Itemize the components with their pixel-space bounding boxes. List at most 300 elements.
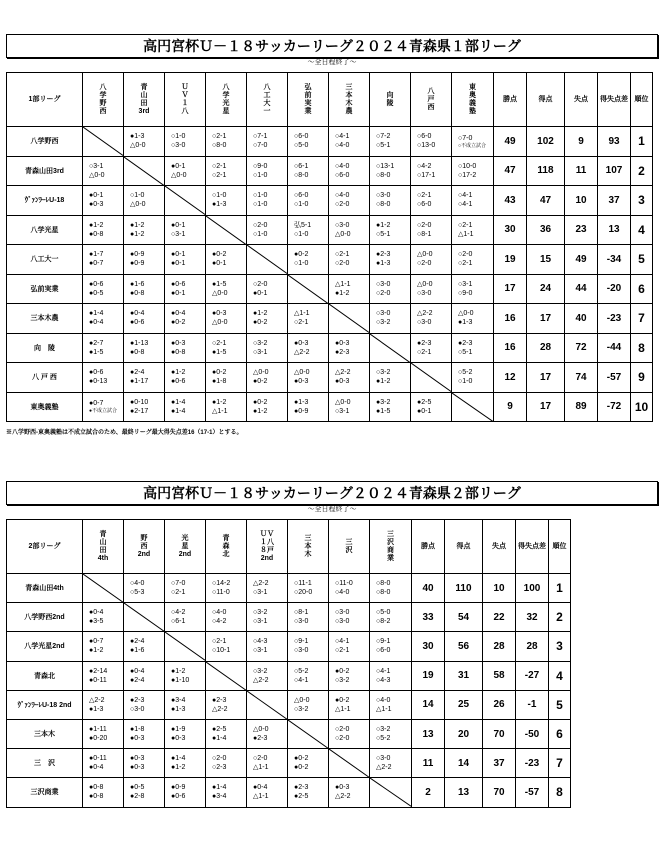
match-score: ○2-1: [417, 348, 432, 356]
match-result-cell: [247, 127, 288, 157]
table-row: [7, 632, 571, 661]
match-score: ○1-0: [294, 201, 309, 209]
goals-against: 40: [565, 304, 598, 334]
rank: 10: [631, 392, 653, 422]
match-score: ●0-8: [89, 793, 104, 801]
match-score: ○7-2: [376, 133, 391, 141]
match-score: △0-0: [458, 310, 474, 318]
match-result-cell: [452, 304, 494, 334]
match-result-cell: [83, 274, 124, 304]
match-score: ○3-0: [335, 618, 350, 626]
match-score: △1-1: [212, 407, 228, 415]
diagonal-slash: [370, 334, 410, 363]
league2-stat-header: 失点: [483, 520, 516, 574]
match-score: ○1-0: [294, 230, 309, 238]
match-result-cell: [370, 215, 411, 245]
points: 17: [494, 274, 527, 304]
match-score: ○2-3: [212, 764, 227, 772]
match-result-cell: [206, 392, 247, 422]
match-result-cell: [329, 274, 370, 304]
match-result-cell: [370, 632, 412, 661]
match-result-cell: [411, 274, 452, 304]
match-score: ○7-0: [171, 580, 186, 588]
match-score: ●0-3: [335, 378, 350, 386]
header-char: 八: [181, 107, 189, 115]
league2-stat-header: 勝点: [412, 520, 445, 574]
goal-difference: 37: [598, 186, 631, 216]
match-score: ○4-0: [130, 580, 145, 588]
goal-difference: 13: [598, 215, 631, 245]
match-score: ●0-8: [130, 348, 145, 356]
match-result-cell: [247, 186, 288, 216]
match-score: ●1-3: [212, 201, 227, 209]
match-score: ○1-0: [130, 192, 145, 200]
match-score: ●0-1: [253, 289, 268, 297]
match-result-cell: [165, 719, 206, 748]
match-result-cell: [370, 304, 411, 334]
goals-against: 70: [483, 778, 516, 807]
match-score: ○2-0: [417, 221, 432, 229]
rank: 8: [549, 778, 571, 807]
league2-subtitle: ～全日程終了～: [307, 506, 357, 513]
match-score: ○1-0: [253, 171, 268, 179]
match-score: ○6-0: [294, 192, 309, 200]
league1-header-row: [7, 73, 653, 127]
header-char: 農: [345, 107, 353, 115]
league1-col-header: [124, 73, 165, 127]
rank: 5: [549, 690, 571, 719]
match-result-cell: [247, 574, 288, 603]
table-row: [7, 749, 571, 778]
match-result-cell: [124, 690, 165, 719]
match-score: ○4-0: [376, 696, 391, 704]
league2-stat-header: 順位: [549, 520, 571, 574]
match-score: ○8-0: [376, 171, 391, 179]
match-score: ○2-0: [335, 260, 350, 268]
rank: 4: [549, 661, 571, 690]
header-char: 本: [304, 542, 312, 550]
match-result-cell: [206, 274, 247, 304]
match-result-cell: [247, 603, 288, 632]
goal-difference: -57: [516, 778, 549, 807]
rank: 7: [631, 304, 653, 334]
match-score: ○4-3: [253, 638, 268, 646]
match-score: ○3-2: [253, 609, 268, 617]
match-score: ○8-2: [376, 618, 391, 626]
points: 43: [494, 186, 527, 216]
header-char: 陵: [386, 99, 394, 107]
header-char: 森: [222, 542, 230, 550]
match-score: ●1-6: [130, 280, 145, 288]
match-result-cell: [370, 690, 412, 719]
match-score: ○4-0: [335, 192, 350, 200]
match-score: ●0-3: [130, 764, 145, 772]
match-score: ●0-9: [294, 407, 309, 415]
match-score: ●0-1: [171, 289, 186, 297]
match-score: ○3-1: [335, 407, 350, 415]
match-score: ●1-2: [212, 398, 227, 406]
match-score: ●1-8: [212, 378, 227, 386]
match-score: ○2-0: [417, 260, 432, 268]
match-score: ○7-0: [458, 134, 473, 142]
match-result-cell: [329, 632, 370, 661]
match-score: ●1-9: [171, 726, 186, 734]
diagonal-slash: [206, 216, 246, 245]
header-char: 星: [222, 107, 230, 115]
match-score: ○20-0: [294, 589, 313, 597]
match-result-cell: [165, 127, 206, 157]
match-result-cell: [370, 719, 412, 748]
match-score: ○11-0: [212, 589, 230, 597]
match-score: ●2-3: [458, 339, 473, 347]
match-score: ○2-0: [253, 280, 268, 288]
goals-for: 17: [527, 304, 565, 334]
header-char: 八: [222, 83, 230, 91]
self-match-cell: [452, 392, 494, 422]
match-score: △2-2: [335, 793, 351, 801]
match-score: ○4-0: [335, 142, 350, 150]
table-row: [7, 661, 571, 690]
points: 19: [494, 245, 527, 275]
self-match-cell: [288, 274, 329, 304]
match-result-cell: [370, 245, 411, 275]
points: 30: [412, 632, 445, 661]
match-result-cell: [288, 392, 329, 422]
match-result-cell: [206, 333, 247, 363]
match-result-cell: [288, 245, 329, 275]
header-char: 野: [99, 99, 107, 107]
match-result-cell: [165, 274, 206, 304]
match-score: ●0-7: [89, 400, 104, 408]
points: 11: [412, 749, 445, 778]
rank: 2: [631, 156, 653, 186]
match-score: ○8-0: [376, 580, 391, 588]
team-name: 三沢商業: [7, 778, 83, 807]
match-result-cell: [124, 749, 165, 778]
match-score: ○8-0: [376, 201, 391, 209]
table-row: [7, 186, 653, 216]
header-char: 学: [99, 91, 107, 99]
match-score: ○6-0: [376, 647, 391, 655]
match-result-cell: [411, 186, 452, 216]
league2-col-header: [206, 520, 247, 574]
match-score: ●0-1: [171, 221, 186, 229]
match-score: △0-0: [89, 171, 105, 179]
match-score: ●1-2: [335, 289, 350, 297]
match-score: ●0-1: [89, 192, 104, 200]
match-result-cell: [247, 363, 288, 393]
match-result-cell: [411, 245, 452, 275]
match-result-cell: [83, 333, 124, 363]
match-score: △0-0: [171, 171, 187, 179]
match-result-cell: [411, 156, 452, 186]
league2-title: 高円宮杯Ｕ－１８サッカーリーグ２０２４青森県２部リーグ: [6, 481, 658, 505]
goal-difference: 93: [598, 127, 631, 157]
match-score: ●0-2: [335, 667, 350, 675]
match-score: ○4-2: [171, 609, 186, 617]
match-score: ●2-3: [253, 735, 268, 743]
self-match-cell: [247, 690, 288, 719]
match-result-cell: [247, 215, 288, 245]
self-match-cell: [124, 156, 165, 186]
diagonal-slash: [288, 275, 328, 304]
league2-col-header: [329, 520, 370, 574]
match-score: ●0-2: [253, 398, 268, 406]
match-score: ●0-11: [89, 676, 107, 684]
match-result-cell: [329, 690, 370, 719]
match-score: ○1-0: [458, 378, 473, 386]
points: 9: [494, 392, 527, 422]
match-result-cell: [370, 274, 411, 304]
match-score: ○6-0: [294, 133, 309, 141]
match-score: ●1-17: [130, 378, 149, 386]
match-result-cell: [411, 333, 452, 363]
header-char: 田: [99, 546, 107, 554]
league1-stat-header: 得失点差: [598, 73, 631, 127]
match-score: ○6-1: [171, 618, 186, 626]
header-char: 田: [140, 99, 148, 107]
match-result-cell: [288, 690, 329, 719]
match-score: ●1-11: [89, 726, 107, 734]
match-score: ●0-4: [89, 609, 104, 617]
match-result-cell: [165, 245, 206, 275]
goals-against: 58: [483, 661, 516, 690]
match-score: △1-1: [253, 793, 269, 801]
diagonal-slash: [124, 157, 164, 186]
match-score: △2-2: [335, 369, 351, 377]
match-score: △2-2: [212, 705, 228, 713]
self-match-cell: [411, 363, 452, 393]
match-result-cell: [165, 363, 206, 393]
match-result-cell: [329, 603, 370, 632]
points: 14: [412, 690, 445, 719]
match-result-cell: [206, 778, 247, 807]
match-score: ●0-3: [171, 735, 186, 743]
match-score: ●0-5: [89, 289, 104, 297]
match-result-cell: [206, 127, 247, 157]
match-score: ○5-2: [294, 667, 309, 675]
points: 30: [494, 215, 527, 245]
match-score: △1-1: [335, 280, 351, 288]
match-score: ○8-0: [376, 589, 391, 597]
match-score: ○4-2: [212, 618, 227, 626]
header-char: Ｖ: [181, 91, 189, 99]
match-result-cell: [288, 749, 329, 778]
match-result-cell: [165, 215, 206, 245]
match-result-cell: [452, 274, 494, 304]
rank: 3: [631, 186, 653, 216]
match-score: ●0-3: [89, 201, 104, 209]
match-result-cell: [206, 186, 247, 216]
match-score: ○1-0: [253, 201, 268, 209]
self-match-cell: [370, 778, 412, 807]
match-score: ●1-2: [89, 221, 104, 229]
header-char: 八: [99, 83, 107, 91]
match-result-cell: [370, 574, 412, 603]
match-result-cell: [370, 156, 411, 186]
match-score: ○6-0: [335, 171, 350, 179]
match-score: ●0-11: [89, 755, 107, 763]
match-score: △0-0: [130, 142, 146, 150]
match-result-cell: [452, 363, 494, 393]
match-score: ○5-0: [294, 142, 309, 150]
match-score: △1-1: [253, 764, 269, 772]
diagonal-slash: [165, 186, 205, 215]
header-char: 八: [263, 83, 271, 91]
match-result-cell: [165, 156, 206, 186]
match-score: ●0-6: [171, 793, 186, 801]
match-result-cell: [288, 156, 329, 186]
match-score: ○10-1: [212, 647, 231, 655]
match-score: ○6-0: [417, 133, 432, 141]
match-score: ●0-3: [335, 784, 350, 792]
match-result-cell: [329, 719, 370, 748]
match-result-cell: [83, 603, 124, 632]
match-score: ○13-0: [417, 142, 436, 150]
league1-footnote: ※八学野西-東奥義塾は不成立試合のため、最終リーグ最大得失点差16（17-1）とする。: [6, 430, 243, 436]
match-score: ○2-1: [458, 221, 473, 229]
header-char: ８戸: [260, 546, 274, 554]
league1-col-header: [452, 73, 494, 127]
league2-col-header: [247, 520, 288, 574]
rank: 1: [549, 574, 571, 603]
goal-difference: -23: [516, 749, 549, 778]
match-score: ○2-1: [212, 162, 227, 170]
match-result-cell: [206, 363, 247, 393]
match-score: ○4-0: [212, 609, 227, 617]
match-result-cell: [83, 661, 124, 690]
rank: 9: [631, 363, 653, 393]
header-char: 商: [387, 546, 394, 554]
match-score: △0-0: [417, 251, 433, 259]
match-score: ○13-1: [376, 162, 395, 170]
match-result-cell: [124, 333, 165, 363]
match-score: ○3-0: [417, 289, 432, 297]
rank: 1: [631, 127, 653, 157]
header-char: １: [181, 99, 189, 107]
match-result-cell: [452, 245, 494, 275]
match-result-cell: [288, 186, 329, 216]
header-char: 4th: [97, 554, 109, 562]
match-score: ●1-2: [171, 764, 186, 772]
match-score: ○2-1: [335, 647, 350, 655]
header-char: 実: [304, 99, 312, 107]
match-result-cell: [206, 632, 247, 661]
match-result-cell: [124, 274, 165, 304]
match-score: ●0-2: [253, 378, 268, 386]
self-match-cell: [247, 245, 288, 275]
match-result-cell: [329, 127, 370, 157]
match-score: ●1-2: [376, 378, 391, 386]
header-char: 3rd: [138, 107, 150, 115]
match-result-cell: [247, 719, 288, 748]
diagonal-slash: [288, 720, 328, 748]
header-char: 青: [222, 534, 230, 542]
self-match-cell: [83, 574, 124, 603]
match-score: ○3-0: [376, 280, 391, 288]
match-score: ●3-4: [212, 793, 227, 801]
match-score: ●0-1: [417, 407, 432, 415]
match-score: ●3-4: [171, 696, 186, 704]
match-result-cell: [124, 632, 165, 661]
header-char: 2nd: [260, 554, 274, 562]
match-score: ●0-1: [171, 162, 186, 170]
header-char: 青: [140, 83, 148, 91]
match-score: ●0-3: [294, 378, 309, 386]
match-score: ○2-0: [335, 726, 350, 734]
match-score: △0-0: [253, 726, 269, 734]
header-char: 西: [99, 107, 107, 115]
rank: 6: [631, 274, 653, 304]
rank: 5: [631, 245, 653, 275]
points: 19: [412, 661, 445, 690]
match-score: ●1-5: [212, 280, 227, 288]
match-result-cell: [83, 245, 124, 275]
match-score: △2-2: [89, 696, 105, 704]
diagonal-slash: [124, 603, 164, 631]
header-char: 三: [345, 538, 353, 546]
match-score: ○9-1: [376, 638, 391, 646]
match-score: ○3-1: [89, 162, 104, 170]
match-score: ○2-0: [253, 755, 268, 763]
header-char: 北: [222, 550, 230, 558]
match-result-cell: [247, 274, 288, 304]
match-result-cell: [124, 574, 165, 603]
table-row: [7, 392, 653, 422]
goals-for: 47: [527, 186, 565, 216]
league2-col-header: [124, 520, 165, 574]
goals-against: 9: [565, 127, 598, 157]
match-score: ○1-0: [212, 192, 227, 200]
match-result-cell: [247, 392, 288, 422]
header-char: 光: [181, 534, 189, 542]
goal-difference: -50: [516, 719, 549, 748]
match-result-cell: [247, 749, 288, 778]
match-score: ○3-1: [253, 647, 268, 655]
match-result-cell: [165, 304, 206, 334]
match-result-cell: [288, 363, 329, 393]
match-score: △2-2: [417, 310, 433, 318]
match-score: ●0-10: [130, 398, 149, 406]
match-score: ●1-4: [212, 784, 227, 792]
team-name: 三本木農: [7, 304, 83, 334]
match-score: ○2-0: [335, 201, 350, 209]
goals-for: 24: [527, 274, 565, 304]
league1-stat-header: 失点: [565, 73, 598, 127]
header-char: 青: [99, 530, 107, 538]
goals-against: 74: [565, 363, 598, 393]
match-score: ●0-9: [130, 260, 145, 268]
match-result-cell: [288, 603, 329, 632]
match-score: △0-0: [417, 280, 433, 288]
points: 16: [494, 333, 527, 363]
match-result-cell: [124, 215, 165, 245]
match-score: ●0-1: [171, 260, 186, 268]
match-score: ●0-6: [89, 280, 104, 288]
league1-col-header: [247, 73, 288, 127]
match-score: △0-0: [335, 398, 351, 406]
match-score: ●0-2: [294, 755, 309, 763]
match-result-cell: [288, 333, 329, 363]
match-score: ○2-1: [212, 133, 227, 141]
rank: 8: [631, 333, 653, 363]
header-char: 弘: [304, 83, 312, 91]
match-score: ●2-8: [130, 793, 145, 801]
match-score: ●0-20: [89, 735, 108, 743]
match-score: ●2-5: [417, 398, 432, 406]
match-result-cell: [124, 304, 165, 334]
match-result-cell: [288, 778, 329, 807]
